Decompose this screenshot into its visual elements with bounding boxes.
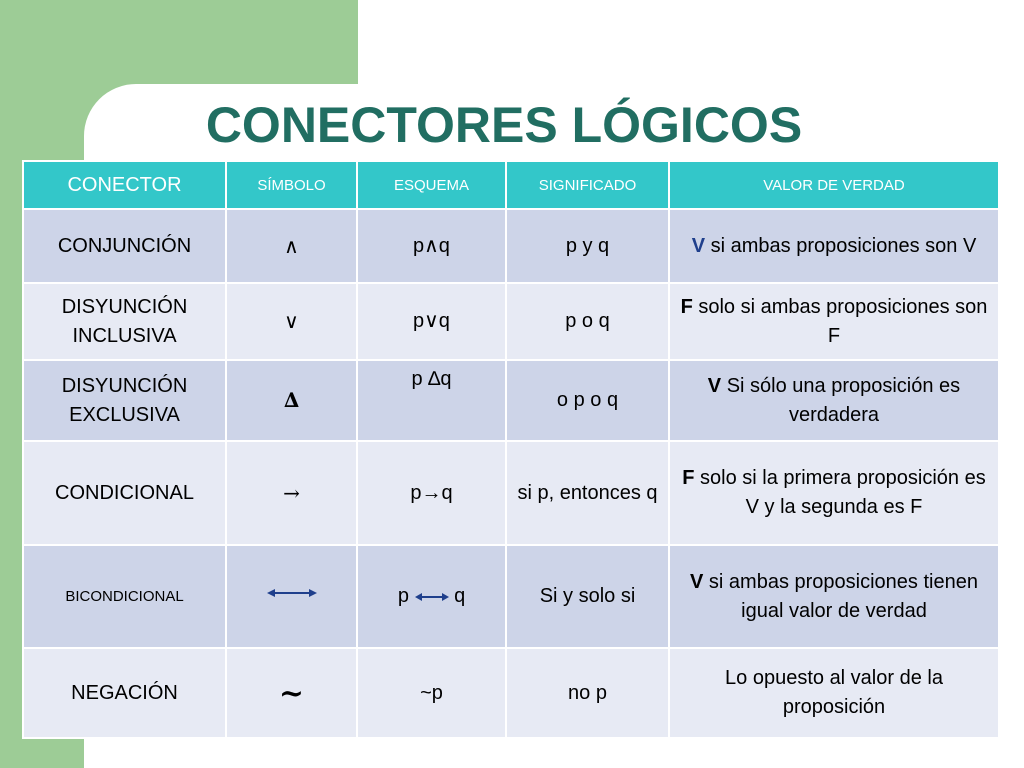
cell-conector: BICONDICIONAL bbox=[23, 545, 226, 648]
cell-esquema: ~p bbox=[357, 648, 506, 738]
cell-valor bbox=[669, 360, 999, 441]
delta-symbol-icon: ∆ bbox=[226, 360, 357, 441]
cell-esquema: p∨q bbox=[357, 283, 506, 360]
truth-text: solo si ambas proposiciones son F bbox=[692, 295, 988, 347]
table-header-row bbox=[23, 161, 999, 209]
truth-text: Si sólo una proposición es verdadera bbox=[721, 374, 961, 426]
cell-significado: p o q bbox=[506, 283, 669, 360]
cell-significado: si p, entonces q bbox=[506, 441, 669, 545]
truth-letter: V bbox=[691, 234, 706, 257]
cell-valor bbox=[669, 441, 999, 545]
cell-conector: DISYUNCIÓN EXCLUSIVA bbox=[23, 360, 226, 441]
double-arrow-icon bbox=[267, 587, 317, 599]
truth-letter: F bbox=[680, 295, 693, 318]
truth-text: si ambas proposiciones son V bbox=[705, 234, 977, 257]
table-row-disyuncion-inclusiva bbox=[23, 283, 999, 360]
table-row-disyuncion-exclusiva bbox=[23, 360, 999, 441]
cell-significado: p y q bbox=[506, 209, 669, 283]
connectors-table bbox=[22, 160, 1000, 739]
truth-text: Lo opuesto al valor de la proposición bbox=[725, 667, 943, 718]
cell-significado: Si y solo si bbox=[506, 545, 669, 648]
background-white-top bbox=[358, 0, 1024, 84]
cell-esquema bbox=[357, 545, 506, 648]
cell-simbolo bbox=[226, 545, 357, 648]
esquema-q: q bbox=[454, 585, 466, 607]
truth-text: solo si la primera proposición es V y la segunda es F bbox=[694, 467, 986, 518]
table-row-negacion bbox=[23, 648, 999, 738]
header-valor: VALOR DE VERDAD bbox=[669, 161, 999, 209]
cell-valor bbox=[669, 648, 999, 738]
cell-significado: no p bbox=[506, 648, 669, 738]
cell-valor bbox=[669, 209, 999, 283]
header-conector: CONECTOR bbox=[23, 161, 226, 209]
cell-conector: CONDICIONAL bbox=[23, 441, 226, 545]
cell-significado: o p o q bbox=[506, 360, 669, 441]
truth-letter: V bbox=[690, 570, 704, 593]
header-significado: SIGNIFICADO bbox=[506, 161, 669, 209]
header-simbolo: SÍMBOLO bbox=[226, 161, 357, 209]
cell-valor bbox=[669, 283, 999, 360]
cell-valor bbox=[669, 545, 999, 648]
esquema-p: p bbox=[397, 585, 409, 607]
truth-letter: V bbox=[707, 374, 722, 397]
cell-esquema: p∧q bbox=[357, 209, 506, 283]
cell-conector: CONJUNCIÓN bbox=[23, 209, 226, 283]
header-esquema: ESQUEMA bbox=[357, 161, 506, 209]
cell-esquema: p→q bbox=[357, 441, 506, 545]
cell-conector: DISYUNCIÓN INCLUSIVA bbox=[23, 283, 226, 360]
slide-title: CONECTORES LÓGICOS bbox=[205, 97, 803, 153]
truth-text: si ambas proposiciones tienen igual valor de verdad bbox=[703, 570, 978, 622]
table-row-bicondicional bbox=[23, 545, 999, 648]
cell-esquema: p ∆q bbox=[357, 360, 506, 441]
cell-conector: NEGACIÓN bbox=[23, 648, 226, 738]
table-row-condicional bbox=[23, 441, 999, 545]
double-arrow-small-icon bbox=[415, 592, 449, 602]
arrow-right-icon: → bbox=[226, 441, 357, 545]
table-row-conjuncion bbox=[23, 209, 999, 283]
and-symbol-icon: ∧ bbox=[226, 209, 357, 283]
tilde-symbol-icon: ~ bbox=[226, 648, 357, 738]
truth-letter: F bbox=[682, 467, 695, 489]
or-symbol-icon: ∨ bbox=[226, 283, 357, 360]
